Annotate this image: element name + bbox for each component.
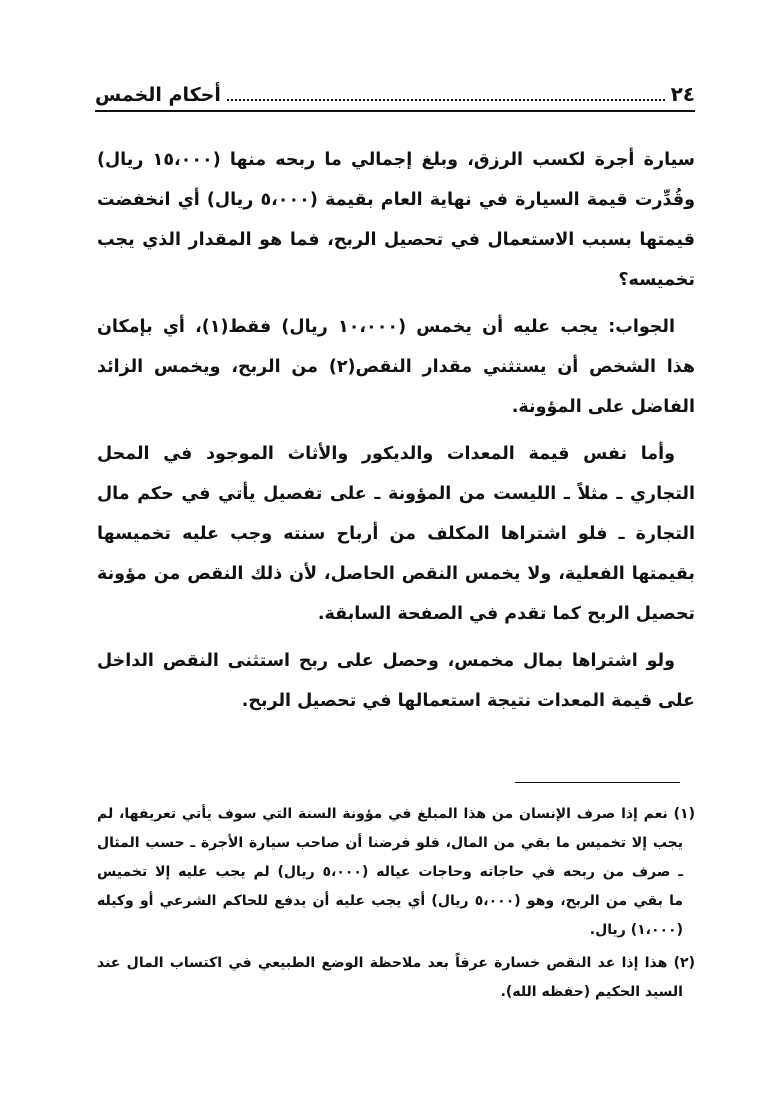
text-line: على قيمة المعدات نتيجة استعمالها في تحصيل الربح. bbox=[241, 691, 695, 711]
footnote-line: السيد الحكيم (حفظه الله). bbox=[500, 984, 683, 1000]
footnote-line: ما بقي من الربح، وهو (٥،٠٠٠ ريال) أي يجب عليه أن يدفع للحاكم الشرعي أو وكيله bbox=[97, 893, 683, 909]
footnote bbox=[97, 949, 695, 1007]
paragraph bbox=[97, 434, 695, 634]
text-line: التجارة ـ فلو اشتراها المكلف من أرباح سنته وجب عليه تخميسها bbox=[97, 524, 695, 544]
text-line: تخميسه؟ bbox=[618, 270, 695, 290]
footnote-line: يجب إلا تخميس ما بقي من المال، فلو فرضنا أن صاحب سيارة الأجرة ـ حسب المثال bbox=[97, 835, 683, 851]
text-line: بقيمتها الفعلية، ولا يخمس النقص الحاصل، لأن ذلك النقص من مؤونة bbox=[97, 564, 695, 584]
text-line: ولو اشتراها بمال مخمس، وحصل على ربح استثنى النقص الداخل bbox=[97, 651, 675, 671]
footnote-line: ـ صرف من ربحه في حاجاته وحاجات عياله (٥،٠٠٠ ريال) لم يجب عليه إلا تخميس bbox=[97, 864, 683, 880]
footnote-separator bbox=[515, 782, 680, 783]
text-line: وقُدِّرت قيمة السيارة في نهاية العام بقيمة (٥،٠٠٠ ريال) أي انخفضت bbox=[97, 190, 695, 210]
footnote bbox=[97, 800, 695, 945]
page-number: ٢٤ bbox=[670, 82, 695, 106]
text-line: هذا الشخص أن يستثني مقدار النقص(٢) من الربح، ويخمس الزائد bbox=[97, 357, 695, 377]
text-line: سيارة أجرة لكسب الرزق، وبلغ إجمالي ما ربحه منها (١٥،٠٠٠ ريال) bbox=[97, 150, 695, 170]
paragraph bbox=[97, 641, 695, 721]
paragraph bbox=[97, 307, 695, 427]
text-line: الجواب: يجب عليه أن يخمس (١٠،٠٠٠ ريال) فقط(١)، أي بإمكان bbox=[97, 317, 675, 337]
header-title: أحكام الخمس bbox=[95, 84, 221, 106]
text-line: تحصيل الربح كما تقدم في الصفحة السابقة. bbox=[317, 604, 695, 624]
text-line: وأما نفس قيمة المعدات والديكور والأثاث الموجود في المحل bbox=[97, 444, 675, 464]
footnote-line: (١،٠٠٠) ريال. bbox=[589, 922, 683, 938]
footnotes bbox=[97, 800, 695, 1007]
main-text bbox=[97, 140, 695, 721]
running-header bbox=[95, 78, 695, 112]
header-dot-leader bbox=[227, 99, 665, 101]
text-line: الفاضل على المؤونة. bbox=[511, 397, 695, 417]
paragraph bbox=[97, 140, 695, 300]
footnote-line: (١) نعم إذا صرف الإنسان من هذا المبلغ في مؤونة السنة التي سوف يأتي تعريفها، لم bbox=[97, 806, 695, 822]
footnote-line: (٢) هذا إذا عد النقص خسارة عرفاً بعد ملاحظة الوضع الطبيعي في اكتساب المال عند bbox=[97, 955, 695, 971]
text-line: قيمتها بسبب الاستعمال في تحصيل الربح، فما هو المقدار الذي يجب bbox=[97, 230, 695, 250]
text-line: التجاري ـ مثلاً ـ الليست من المؤونة ـ على تفصيل يأتي في حكم مال bbox=[97, 484, 695, 504]
